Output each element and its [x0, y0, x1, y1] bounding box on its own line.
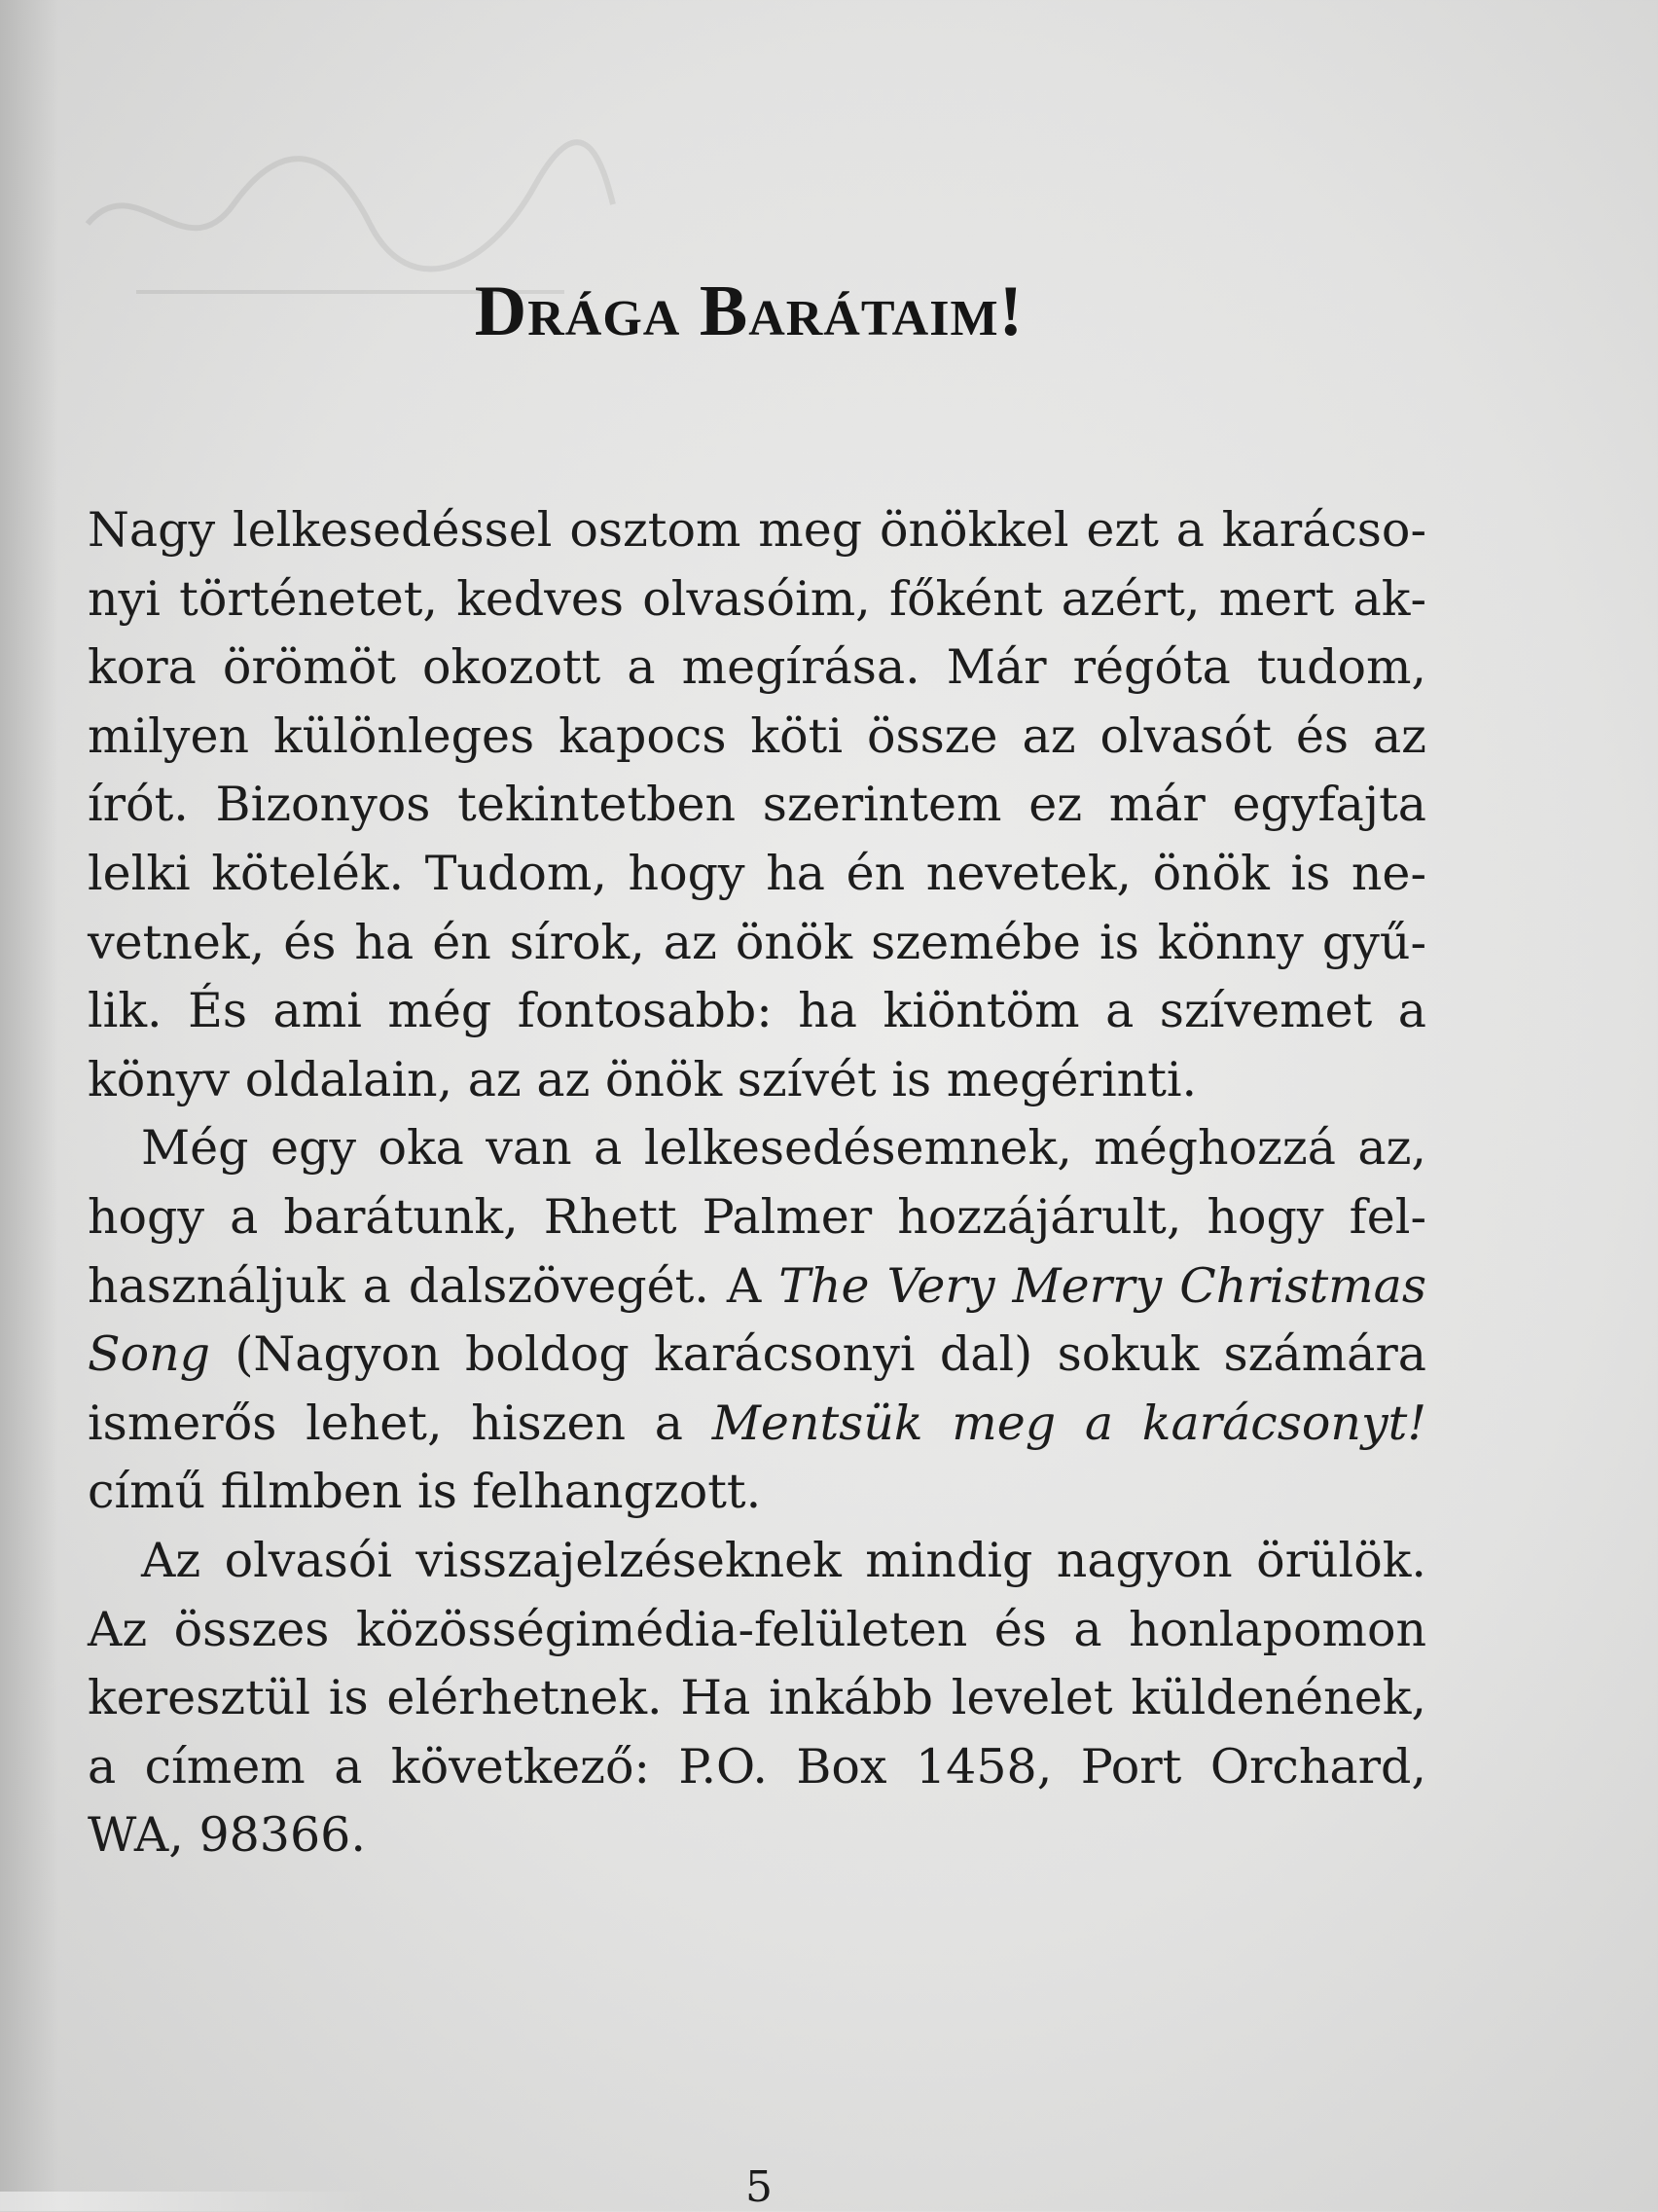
- paragraph-3: Az olvasói visszajelzéseknek mindig nagyon örülök. Az összes közösségimédia-felületen és a honlapomon keresztül is elérhetnek. Ha inkább levelet küldenének, a címem a következő: P.O. Box 1458, Port Orchard, WA, 98366.: [88, 1532, 1426, 1864]
- paragraph-2: [88, 1114, 1426, 1527]
- paragraph-2-part-a: Még egy oka van a lelkesedésemnek, méghozzá az, hogy a barátunk, Rhett Palmer hozzájárult, hogy felhasználjuk a dalszövegét. A: [88, 1120, 1426, 1314]
- song-title: The Very Merry Christmas Song: [88, 1257, 1427, 1383]
- letter-body: [88, 496, 1426, 1870]
- paragraph-2-part-b: (Nagyon boldog karácsonyi dal) sokuk számára ismerős lehet, hiszen a: [88, 1326, 1426, 1451]
- paragraph-1: Nagy lelkesedéssel osztom meg önökkel ezt a karácsonyi történetet, kedves olvasóim, főként azért, mert akkora örömöt okozott a megírása. Már régóta tudom, milyen különleges kapocs köti össze az olvasót és az írót. Bizonyos tekintetben szerintem ez már egyfajta lelki kötelék. Tudom, hogy ha én nevetek, önök is nevetnek, és ha én sírok, az önök szemébe is könny gyűlik. És ami még fontosabb: ha kiöntöm a szívemet a könyv oldalain, az az önök szívét is megérinti.: [88, 502, 1426, 1107]
- page-number: 5: [745, 2162, 773, 2212]
- page-title: Drága Barátaim!: [474, 271, 1025, 351]
- watermark-fragment: [0, 2192, 370, 2211]
- paragraph-2-part-c: című filmben is felhangzott.: [88, 1464, 762, 1520]
- film-title: Mentsük meg a karácsonyt!: [711, 1395, 1427, 1451]
